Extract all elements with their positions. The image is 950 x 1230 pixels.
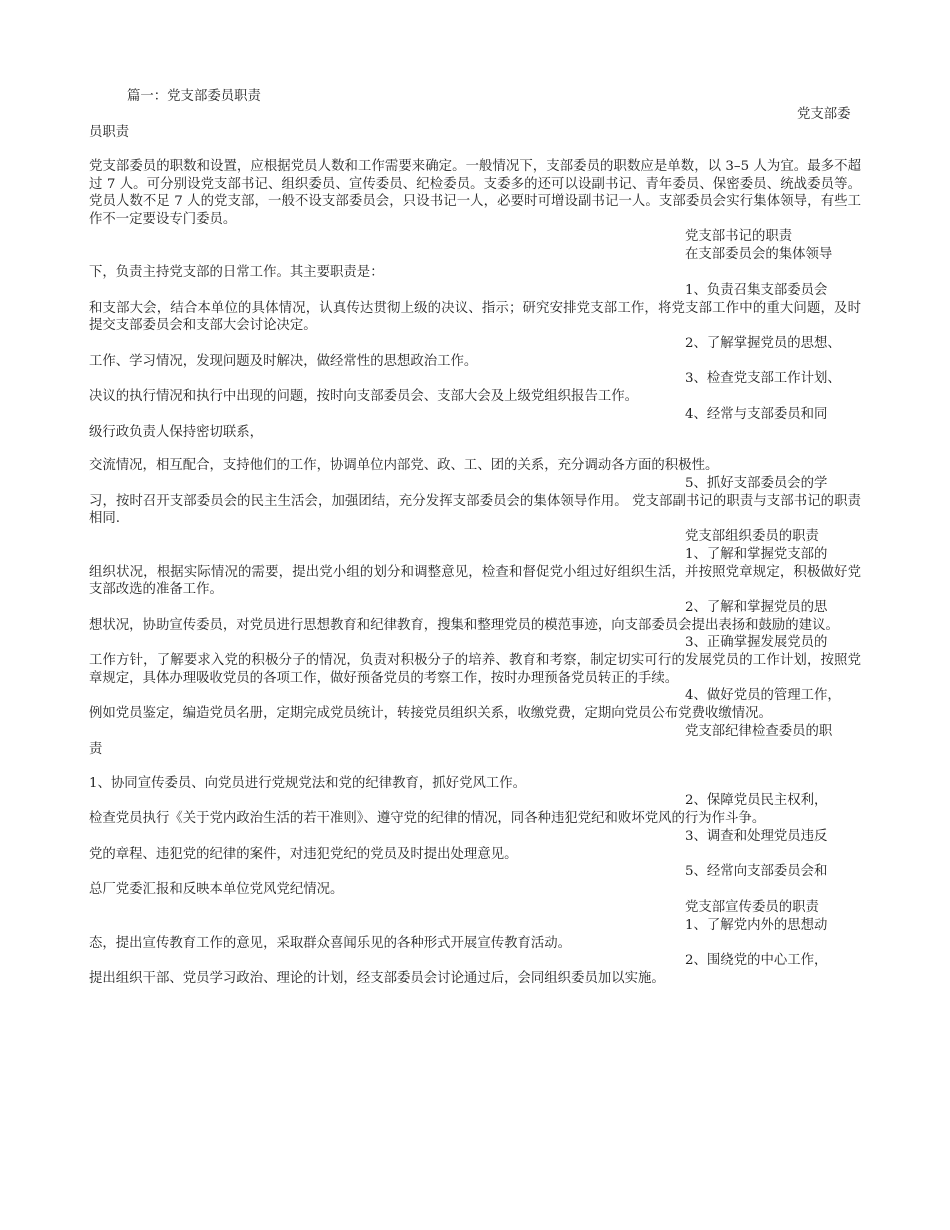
paragraph-secretary-2: 工作、学习情况，发现问题及时解决，做经常性的思想政治工作。 (89, 353, 478, 369)
line-discipline-3: 3、调查和处理党员违反 (685, 828, 828, 844)
line-organization-3: 3、正确掌握发展党员的 (685, 635, 828, 650)
paragraph-propaganda-1: 态，提出宣传教育工作的意见，采取群众喜闻乐见的各种形式开展宣传教育活动。 (89, 935, 572, 951)
section-heading-committee: 党支部委 (797, 107, 851, 122)
line-organization-4: 4、做好党员的管理工作， (685, 688, 841, 703)
line-secretary-2: 2、了解掌握党员的思想、 (685, 335, 841, 351)
line-secretary-3: 3、检查党支部工作计划、 (685, 371, 841, 386)
paragraph-secretary-3: 决议的执行情况和执行中出现的问题，按时向支部委员会、支部大会及上级党组织报告工作。 (89, 389, 639, 404)
section-heading-secretary: 党支部书记的职责 (685, 229, 793, 244)
line-organization-2: 2、了解和掌握党员的思 (685, 599, 828, 615)
section-heading-organization: 党支部组织委员的职责 (685, 528, 819, 544)
paragraph-secretary-4-cont: 交流情况，相互配合，支持他们的工作，协调单位内部党、政、工、团的关系，充分调动各方面的积极性。 (89, 458, 719, 473)
paragraph-discipline-2: 检查党员执行《关于党内政治生活的若干准则》、遵守党的纪律的情况，同各种违犯党纪和败坏党风的行为作斗争。 (89, 811, 766, 826)
line-secretary-intro: 在支部委员会的集体领导 (685, 247, 833, 262)
line-discipline-2: 2、保障党员民主权利， (685, 793, 828, 808)
line-secretary-4: 4、经常与支部委员和同 (685, 406, 828, 422)
line-propaganda-2: 2、围绕党的中心工作， (685, 953, 828, 968)
paragraph-secretary-4: 级行政负责人保持密切联系， (89, 424, 264, 440)
paragraph-discipline-5: 总厂党委汇报和反映本单位党风党纪情况。 (89, 882, 344, 897)
line-secretary-1: 1、负责召集支部委员会 (685, 282, 828, 298)
line-discipline-5: 5、经常向支部委员会和 (685, 864, 828, 879)
paragraph-organization-1: 组织状况，根据实际情况的需要，提出党小组的划分和调整意见，检查和督促党小组过好组织生活，并按照党章规定，积极做好党支部改选的准备工作。 (89, 564, 861, 597)
paragraph-secretary-intro: 下，负责主持党支部的日常工作。其主要职责是： (89, 265, 384, 280)
line-organization-1: 1、了解和掌握党支部的 (685, 546, 828, 562)
line-secretary-5: 5、抓好支部委员会的学 (685, 475, 828, 491)
paragraph-organization-2: 想状况，协助宣传委员，对党员进行思想教育和纪律教育，搜集和整理党员的模范事迹，向支部委员会提出表扬和鼓励的建议。 (89, 617, 839, 633)
line-propaganda-1: 1、了解党内外的思想动 (685, 917, 828, 933)
paragraph-discipline-3: 党的章程、违犯党的纪律的案件，对违犯党纪的党员及时提出处理意见。 (89, 846, 518, 862)
paragraph-organization-3: 工作方针，了解要求入党的积极分子的情况，负责对积极分子的培养、教育和考察，制定切实可行的发展党员的工作计划，按照党章规定，具体办理吸收党员的各项工作，做好预备党员的考察工作，按时办理预备党员转正的手续。 (89, 653, 861, 686)
paragraph-committee-setup: 党支部委员的职数和设置，应根据党员人数和工作需要来确定。一般情况下，支部委员的职数应是单数，以 3–5 人为宜。最多不超过 7 人。可分别设党支部书记、组织委员、宣传委员、纪检委员。支委多的还可以设副书记、青年委员、保密委员、统战委员等。党员人数不足 7 人的党支部，一般不设支部委员会，只设书记一人，必要时可增设副书记一人。支部委员会实行集体领导，有些工作不一定要设专门委员。 (89, 159, 861, 227)
section-heading-propaganda: 党支部宣传委员的职责 (685, 899, 819, 915)
paragraph-secretary-5: 习，按时召开支部委员会的民主生活会，加强团结，充分发挥支部委员会的集体领导作用。 党支部副书记的职责与支部书记的职责相同. (89, 493, 861, 526)
paragraph-discipline-1: 1、协同宣传委员、向党员进行党规党法和党的纪律教育，抓好党风工作。 (89, 775, 527, 791)
paragraph-secretary-1: 和支部大会，结合本单位的具体情况，认真传达贯彻上级的决议、指示；研究安排党支部工作，将党支部工作中的重大问题，及时提交支部委员会和支部大会讨论决定。 (89, 300, 861, 333)
document-title: 篇一：党支部委员职责 (127, 89, 261, 104)
section-heading-discipline-cont: 责 (89, 741, 103, 757)
paragraph-propaganda-2: 提出组织干部、党员学习政治、理论的计划，经支部委员会讨论通过后，会同组织委员加以实施。 (89, 971, 665, 986)
paragraph-organization-4: 例如党员鉴定，编造党员名册，定期完成党员统计，转接党员组织关系，收缴党费，定期向党员公布党费收缴情况。 (89, 706, 772, 721)
section-heading-committee-cont: 员职责 (89, 125, 130, 140)
section-heading-discipline: 党支部纪律检查委员的职 (685, 723, 833, 739)
document-body (89, 88, 861, 988)
